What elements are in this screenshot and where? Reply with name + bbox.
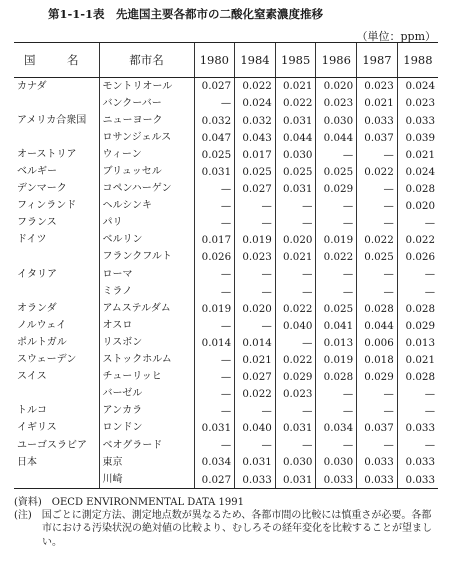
value-cell: 0.032 xyxy=(194,112,235,129)
value-cell: — xyxy=(397,266,438,283)
value-cell: 0.033 xyxy=(316,471,357,489)
value-cell: 0.021 xyxy=(357,95,398,112)
country-cell xyxy=(14,471,99,489)
value-cell: 0.033 xyxy=(357,471,398,489)
value-cell: 0.031 xyxy=(275,181,316,198)
value-cell: 0.026 xyxy=(194,249,235,266)
header-year: 1988 xyxy=(397,43,438,78)
value-cell: 0.044 xyxy=(275,129,316,146)
value-cell: — xyxy=(357,181,398,198)
country-cell: ドイツ xyxy=(17,234,47,246)
value-cell: — xyxy=(357,437,398,454)
country-cell: 日本 xyxy=(17,456,37,468)
value-cell: 0.006 xyxy=(357,334,398,351)
country-cell: アメリカ合衆国 xyxy=(17,114,87,126)
value-cell: — xyxy=(316,437,357,454)
city-cell: アムステルダム xyxy=(99,300,194,317)
city-cell: フランクフルト xyxy=(99,249,194,266)
value-cell: 0.027 xyxy=(235,181,276,198)
table-row xyxy=(14,454,438,471)
table-row xyxy=(14,181,438,198)
value-cell: — xyxy=(194,369,235,386)
table-row xyxy=(14,232,438,249)
value-cell: 0.019 xyxy=(316,352,357,369)
value-cell: 0.030 xyxy=(316,454,357,471)
value-cell: 0.025 xyxy=(275,163,316,180)
country-cell: イギリス xyxy=(17,422,57,434)
value-cell: 0.030 xyxy=(316,112,357,129)
country-cell: ベルギー xyxy=(17,166,57,178)
no2-concentration-table xyxy=(14,42,438,489)
value-cell: — xyxy=(397,386,438,403)
value-cell: 0.023 xyxy=(275,386,316,403)
country-cell xyxy=(14,386,99,403)
value-cell: 0.021 xyxy=(275,78,316,96)
value-cell: 0.024 xyxy=(397,78,438,96)
value-cell: — xyxy=(357,198,398,215)
country-cell: スイス xyxy=(17,371,47,383)
country-cell xyxy=(14,249,99,266)
country-cell: フィンランド xyxy=(17,200,77,212)
value-cell: 0.027 xyxy=(235,369,276,386)
value-cell: 0.041 xyxy=(316,317,357,334)
value-cell: 0.021 xyxy=(235,352,276,369)
value-cell: 0.028 xyxy=(397,300,438,317)
table-row xyxy=(14,129,438,146)
table-row xyxy=(14,334,438,351)
value-cell: 0.044 xyxy=(357,317,398,334)
value-cell: 0.034 xyxy=(194,454,235,471)
table-row xyxy=(14,369,438,386)
value-cell: — xyxy=(235,266,276,283)
country-cell: オランダ xyxy=(17,302,57,314)
value-cell: — xyxy=(275,437,316,454)
value-cell: — xyxy=(235,437,276,454)
country-cell: スウェーデン xyxy=(17,354,77,366)
table-row xyxy=(14,266,438,283)
table-row xyxy=(14,471,438,489)
value-cell: 0.026 xyxy=(397,249,438,266)
value-cell: 0.031 xyxy=(275,420,316,437)
value-cell: 0.017 xyxy=(194,232,235,249)
table-title: 第1-1-1表 先進国主要各都市の二酸化窒素濃度推移 xyxy=(48,7,324,21)
value-cell: — xyxy=(357,386,398,403)
value-cell: 0.029 xyxy=(316,181,357,198)
value-cell: 0.028 xyxy=(316,369,357,386)
value-cell: 0.033 xyxy=(397,471,438,489)
value-cell: 0.022 xyxy=(235,386,276,403)
value-cell: — xyxy=(357,283,398,300)
header-row xyxy=(14,43,438,78)
city-cell: オスロ xyxy=(99,317,194,334)
header-year: 1984 xyxy=(235,43,276,78)
city-cell: ストックホルム xyxy=(99,352,194,369)
table-row xyxy=(14,403,438,420)
value-cell: — xyxy=(357,266,398,283)
value-cell: — xyxy=(316,266,357,283)
value-cell: — xyxy=(235,215,276,232)
value-cell: — xyxy=(194,181,235,198)
city-cell: ロンドン xyxy=(99,420,194,437)
value-cell: 0.029 xyxy=(357,369,398,386)
value-cell: 0.021 xyxy=(397,146,438,163)
value-cell: 0.019 xyxy=(316,232,357,249)
value-cell: 0.023 xyxy=(357,78,398,96)
city-cell: ブリュッセル xyxy=(99,163,194,180)
header-year: 1985 xyxy=(275,43,316,78)
city-cell: ロサンジェルス xyxy=(99,129,194,146)
value-cell: 0.021 xyxy=(397,352,438,369)
unit-label: （単位：ppm） xyxy=(356,30,436,43)
value-cell: — xyxy=(235,283,276,300)
value-cell: 0.029 xyxy=(397,317,438,334)
table-row xyxy=(14,437,438,454)
value-cell: 0.013 xyxy=(316,334,357,351)
value-cell: — xyxy=(397,403,438,420)
city-cell: パリ xyxy=(99,215,194,232)
value-cell: — xyxy=(194,266,235,283)
value-cell: 0.037 xyxy=(357,129,398,146)
value-cell: 0.029 xyxy=(275,369,316,386)
header-year: 1986 xyxy=(316,43,357,78)
value-cell: 0.022 xyxy=(357,232,398,249)
value-cell: 0.040 xyxy=(275,317,316,334)
value-cell: 0.030 xyxy=(275,146,316,163)
value-cell: — xyxy=(235,317,276,334)
table-row xyxy=(14,146,438,163)
country-cell xyxy=(14,283,99,300)
value-cell: 0.032 xyxy=(235,112,276,129)
city-cell: コペンハーゲン xyxy=(99,181,194,198)
country-cell xyxy=(14,95,99,112)
value-cell: — xyxy=(194,95,235,112)
table-row xyxy=(14,317,438,334)
value-cell: 0.020 xyxy=(275,232,316,249)
value-cell: 0.043 xyxy=(235,129,276,146)
table-row xyxy=(14,112,438,129)
table-row xyxy=(14,283,438,300)
value-cell: 0.021 xyxy=(275,249,316,266)
source-note: (資料) OECD ENVIRONMENTAL DATA 1991 xyxy=(14,497,244,508)
city-cell: ニューヨーク xyxy=(99,112,194,129)
table-row xyxy=(14,95,438,112)
value-cell: 0.027 xyxy=(194,471,235,489)
value-cell: 0.022 xyxy=(397,232,438,249)
header-year: 1987 xyxy=(357,43,398,78)
country-cell: カナダ xyxy=(17,80,47,92)
city-cell: ローマ xyxy=(99,266,194,283)
value-cell: 0.030 xyxy=(275,454,316,471)
value-cell: 0.022 xyxy=(235,78,276,96)
value-cell: 0.028 xyxy=(357,300,398,317)
value-cell: — xyxy=(275,266,316,283)
value-cell: 0.024 xyxy=(397,163,438,180)
value-cell: 0.019 xyxy=(235,232,276,249)
value-cell: 0.014 xyxy=(194,334,235,351)
value-cell: 0.033 xyxy=(357,454,398,471)
value-cell: 0.017 xyxy=(235,146,276,163)
value-cell: 0.023 xyxy=(316,95,357,112)
table-row xyxy=(14,78,438,96)
value-cell: 0.014 xyxy=(235,334,276,351)
value-cell: 0.031 xyxy=(275,112,316,129)
value-cell: 0.033 xyxy=(357,112,398,129)
country-cell: イタリア xyxy=(17,268,57,280)
value-cell: 0.025 xyxy=(316,163,357,180)
city-cell: ウィーン xyxy=(99,146,194,163)
value-cell: 0.013 xyxy=(397,334,438,351)
value-cell: — xyxy=(275,198,316,215)
value-cell: — xyxy=(397,437,438,454)
value-cell: — xyxy=(316,215,357,232)
city-cell: ベルリン xyxy=(99,232,194,249)
city-cell: バーゼル xyxy=(99,386,194,403)
header-country: 国 名 xyxy=(14,43,99,78)
value-cell: 0.020 xyxy=(235,300,276,317)
value-cell: 0.040 xyxy=(235,420,276,437)
value-cell: 0.033 xyxy=(235,471,276,489)
table-row xyxy=(14,352,438,369)
header-year: 1980 xyxy=(194,43,235,78)
city-cell: アンカラ xyxy=(99,403,194,420)
city-cell: ベオグラード xyxy=(99,437,194,454)
value-cell: 0.033 xyxy=(397,420,438,437)
value-cell: — xyxy=(194,403,235,420)
value-cell: — xyxy=(316,198,357,215)
table-row xyxy=(14,249,438,266)
value-cell: 0.022 xyxy=(275,352,316,369)
value-cell: — xyxy=(194,283,235,300)
value-cell: 0.037 xyxy=(357,420,398,437)
value-cell: 0.028 xyxy=(397,181,438,198)
value-cell: 0.027 xyxy=(194,78,235,96)
table-row xyxy=(14,386,438,403)
city-cell: 川崎 xyxy=(99,471,194,489)
country-cell: ユーゴスラビア xyxy=(17,439,87,451)
caution-note: (注) 国ごとに測定方法、測定地点数が異なるため、各都市間の比較には慎重さが必要。各都市における汚染状況の絶対値の比較より、むしろその経年変化を比較することが望ましい。 xyxy=(14,510,432,548)
value-cell: — xyxy=(357,215,398,232)
value-cell: — xyxy=(194,317,235,334)
value-cell: 0.044 xyxy=(316,129,357,146)
value-cell: — xyxy=(397,283,438,300)
header-city: 都市名 xyxy=(99,43,194,78)
value-cell: 0.025 xyxy=(357,249,398,266)
value-cell: — xyxy=(235,198,276,215)
value-cell: 0.033 xyxy=(397,112,438,129)
value-cell: 0.025 xyxy=(194,146,235,163)
value-cell: — xyxy=(194,198,235,215)
value-cell: — xyxy=(316,403,357,420)
value-cell: 0.022 xyxy=(275,300,316,317)
table-row xyxy=(14,420,438,437)
table-row xyxy=(14,163,438,180)
country-cell: デンマーク xyxy=(17,183,67,195)
value-cell: 0.031 xyxy=(235,454,276,471)
value-cell: 0.047 xyxy=(194,129,235,146)
country-cell: オーストリア xyxy=(17,148,77,160)
city-cell: バンクーバー xyxy=(99,95,194,112)
value-cell: — xyxy=(275,283,316,300)
value-cell: — xyxy=(357,146,398,163)
value-cell: — xyxy=(275,403,316,420)
value-cell: 0.024 xyxy=(235,95,276,112)
city-cell: モントリオール xyxy=(99,78,194,96)
value-cell: — xyxy=(194,386,235,403)
value-cell: 0.033 xyxy=(397,454,438,471)
value-cell: — xyxy=(275,334,316,351)
value-cell: — xyxy=(194,215,235,232)
notes xyxy=(14,496,440,549)
city-cell: チューリッヒ xyxy=(99,369,194,386)
table-row xyxy=(14,215,438,232)
country-cell xyxy=(14,129,99,146)
value-cell: 0.023 xyxy=(235,249,276,266)
table-row xyxy=(14,300,438,317)
value-cell: 0.028 xyxy=(397,369,438,386)
value-cell: — xyxy=(316,283,357,300)
value-cell: — xyxy=(235,403,276,420)
value-cell: 0.022 xyxy=(316,249,357,266)
value-cell: — xyxy=(357,403,398,420)
value-cell: — xyxy=(316,146,357,163)
value-cell: 0.031 xyxy=(275,471,316,489)
value-cell: 0.031 xyxy=(194,163,235,180)
country-cell: フランス xyxy=(17,217,57,229)
value-cell: 0.020 xyxy=(316,78,357,96)
value-cell: 0.022 xyxy=(357,163,398,180)
value-cell: 0.020 xyxy=(397,198,438,215)
country-cell: トルコ xyxy=(17,405,47,417)
value-cell: 0.034 xyxy=(316,420,357,437)
value-cell: — xyxy=(275,215,316,232)
city-cell: ヘルシンキ xyxy=(99,198,194,215)
value-cell: 0.023 xyxy=(397,95,438,112)
value-cell: 0.025 xyxy=(316,300,357,317)
country-cell: ノルウェイ xyxy=(17,319,67,331)
value-cell: 0.018 xyxy=(357,352,398,369)
value-cell: 0.039 xyxy=(397,129,438,146)
table-row xyxy=(14,198,438,215)
value-cell: — xyxy=(316,386,357,403)
city-cell: 東京 xyxy=(99,454,194,471)
value-cell: — xyxy=(194,352,235,369)
value-cell: — xyxy=(194,437,235,454)
city-cell: ミラノ xyxy=(99,283,194,300)
value-cell: 0.022 xyxy=(275,95,316,112)
value-cell: — xyxy=(397,215,438,232)
country-cell: ポルトガル xyxy=(17,336,67,348)
value-cell: 0.019 xyxy=(194,300,235,317)
city-cell: リスボン xyxy=(99,334,194,351)
value-cell: 0.031 xyxy=(194,420,235,437)
value-cell: 0.025 xyxy=(235,163,276,180)
